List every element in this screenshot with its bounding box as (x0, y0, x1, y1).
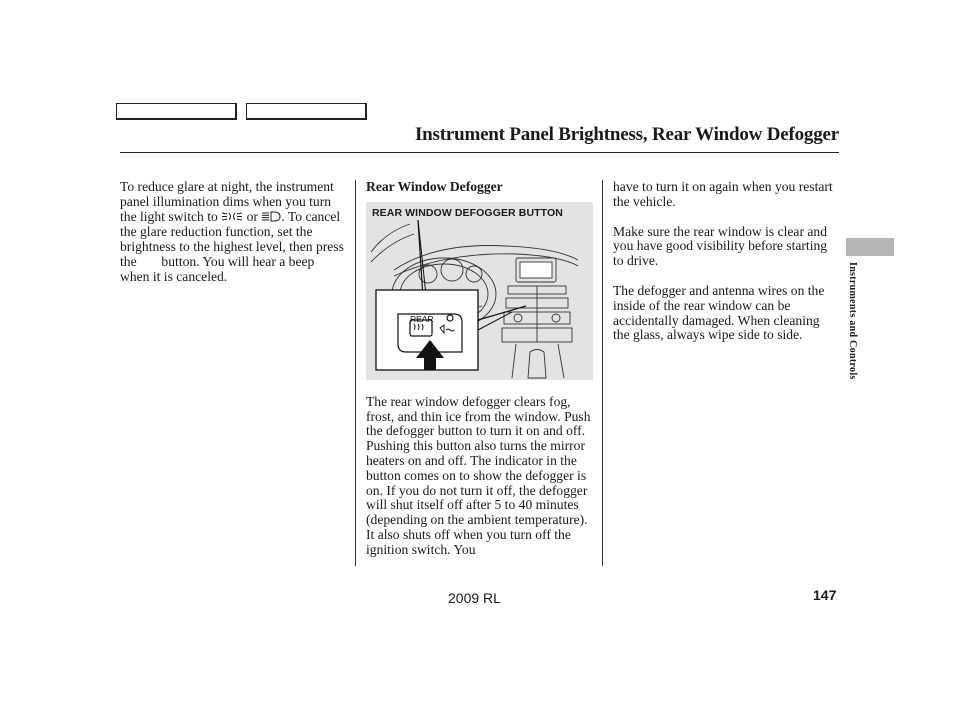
glare-text-3: button. You will hear a beep when it is canceled. (120, 253, 315, 284)
restart-paragraph: have to turn it on again when you restart the vehicle. (613, 179, 833, 209)
wires-paragraph: The defogger and antenna wires on the inside of the rear window can be accidentally damaged. When cleaning the glass, always wipe side to side. (613, 282, 825, 343)
headlights-icon (261, 211, 281, 226)
nav-button-previous[interactable] (116, 103, 237, 120)
glare-text-2: . To cancel the glare reduction function, set the brightness to the highest level, then press the (120, 208, 344, 269)
glare-text-1: To reduce glare at night, the instrument panel illumination dims when you turn the light switch to (120, 179, 334, 224)
footer-model: 2009 RL (448, 590, 501, 606)
defogger-body: The rear window defogger clears fog, frost, and thin ice from the window. Push the defogger button to turn it on and off. Pushing this button also turns the mirror heaters on and off. The indicator in the button comes on to show the defogger is on. If you do not turn it off, the defogger will shut itself off after 5 to 40 minutes (depending on the ambient temperature). It also shuts off when you turn off the ignition switch. You (366, 393, 591, 557)
parking-lights-icon (221, 211, 243, 226)
left-column (120, 180, 345, 285)
page-number: 147 (813, 587, 837, 603)
page-title: Instrument Panel Brightness, Rear Window Defogger (414, 124, 839, 145)
glare-text-or: or (246, 208, 258, 224)
dashboard-illustration (366, 202, 593, 380)
right-column (613, 180, 839, 343)
dashboard-drawing (366, 202, 593, 380)
column-divider (602, 180, 603, 566)
title-divider (120, 152, 839, 153)
section-heading: Rear Window Defogger (366, 179, 503, 194)
column-divider (355, 180, 356, 566)
glare-paragraph (120, 180, 345, 285)
rear-button-label: REAR (410, 314, 434, 324)
nav-button-next[interactable] (246, 103, 367, 120)
figure-caption: REAR WINDOW DEFOGGER BUTTON (372, 207, 563, 219)
section-tab-label: Instruments and Controls (847, 262, 858, 380)
visibility-paragraph: Make sure the rear window is clear and you have good visibility before starting to drive. (613, 223, 828, 269)
section-tab (846, 238, 894, 256)
